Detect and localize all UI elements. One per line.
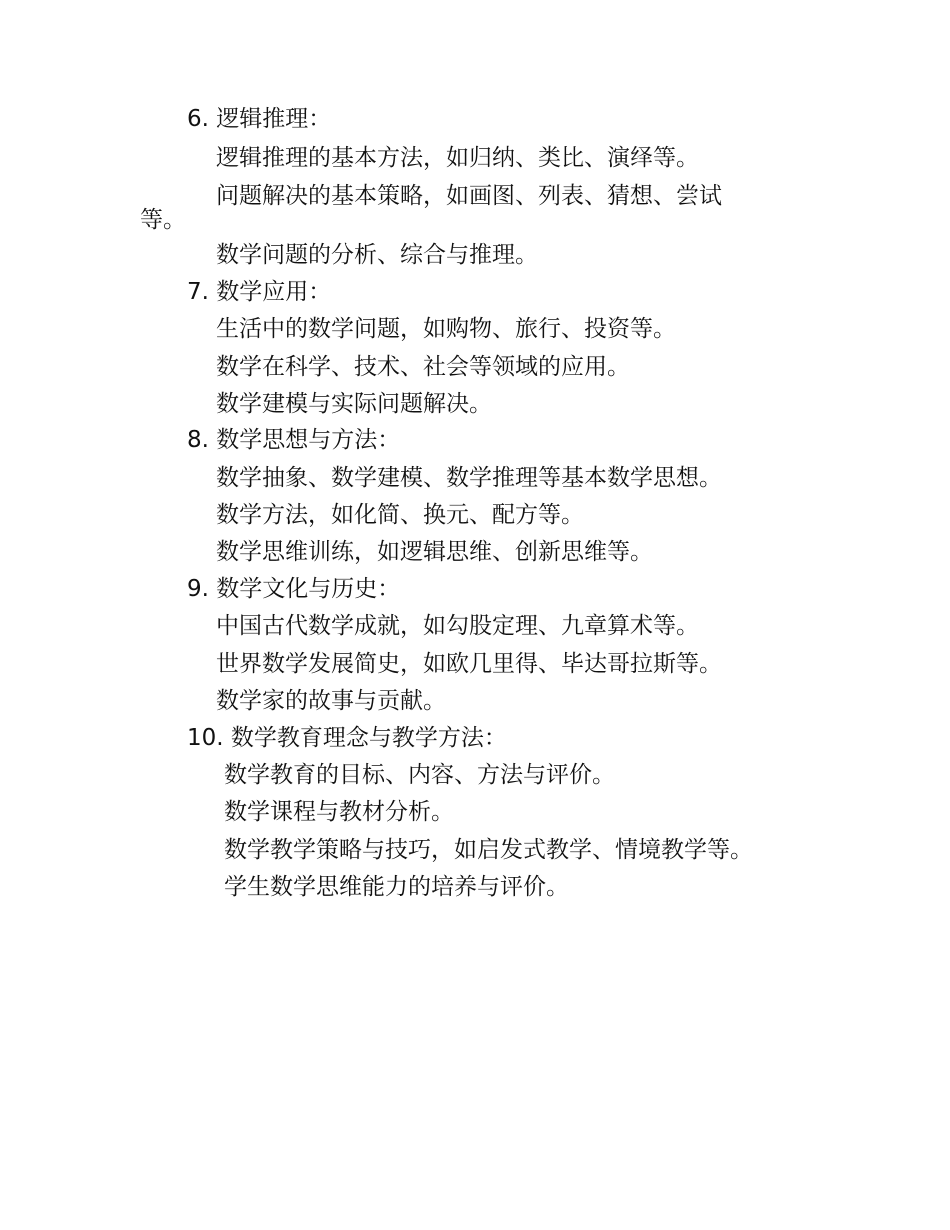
section-7-item-1: 生活中的数学问题，如购物、旅行、投资等。	[216, 316, 676, 342]
section-7-item-3: 数学建模与实际问题解决。	[216, 391, 492, 417]
section-10-item-2: 数学课程与教材分析。	[224, 799, 454, 825]
section-6-item-2-wrap: 等。	[140, 207, 186, 233]
section-10-heading: 10. 数学教育理念与教学方法：	[187, 725, 507, 751]
section-6-item-2: 问题解决的基本策略，如画图、列表、猜想、尝试	[216, 183, 722, 209]
section-10-item-3: 数学教学策略与技巧，如启发式教学、情境教学等。	[224, 837, 753, 863]
section-7-heading: 7. 数学应用：	[187, 279, 332, 305]
section-10-item-1: 数学教育的目标、内容、方法与评价。	[224, 762, 615, 788]
section-6-item-3: 数学问题的分析、综合与推理。	[216, 242, 538, 268]
section-9-heading: 9. 数学文化与历史：	[187, 576, 401, 602]
section-9-item-1: 中国古代数学成就，如勾股定理、九章算术等。	[216, 613, 699, 639]
section-10-item-4: 学生数学思维能力的培养与评价。	[224, 874, 569, 900]
section-8-item-3: 数学思维训练，如逻辑思维、创新思维等。	[216, 539, 653, 565]
section-6-heading: 6. 逻辑推理：	[187, 106, 332, 132]
section-9-item-2: 世界数学发展简史，如欧几里得、毕达哥拉斯等。	[216, 651, 722, 677]
section-8-heading: 8. 数学思想与方法：	[187, 427, 401, 453]
section-8-item-1: 数学抽象、数学建模、数学推理等基本数学思想。	[216, 465, 722, 491]
section-7-item-2: 数学在科学、技术、社会等领域的应用。	[216, 354, 630, 380]
section-6-item-1: 逻辑推理的基本方法，如归纳、类比、演绎等。	[216, 145, 699, 171]
section-9-item-3: 数学家的故事与贡献。	[216, 688, 446, 714]
section-8-item-2: 数学方法，如化简、换元、配方等。	[216, 502, 584, 528]
